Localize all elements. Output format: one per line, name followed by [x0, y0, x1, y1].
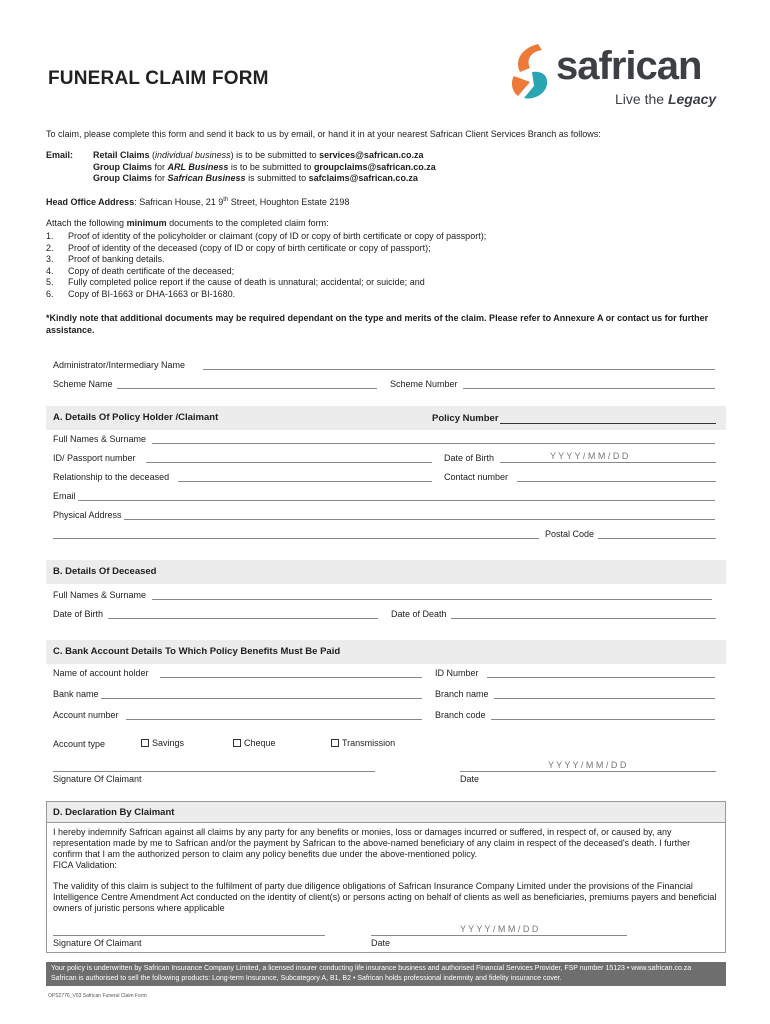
section-a-header: A. Details Of Policy Holder /Claimant — [46, 406, 726, 430]
page-title: FUNERAL CLAIM FORM — [48, 68, 269, 89]
section-b-header: B. Details Of Deceased — [46, 560, 726, 584]
bank-name-label: Bank name — [53, 689, 99, 699]
physical-address-field[interactable] — [124, 519, 715, 520]
signature-label: Signature Of Claimant — [53, 774, 142, 784]
list-item: 1. Proof of identity of the policyholder or claimant (copy of ID or copy of birth certificate or copy of passport); — [46, 231, 487, 241]
list-item: 6. Copy of BI-1663 or DHA-1663 or BI-1680. — [46, 288, 236, 299]
claim-date-field[interactable] — [460, 771, 716, 772]
declaration-date-label: Date — [371, 938, 391, 948]
policy-number-label: Policy Number — [432, 413, 499, 424]
email-lines: Retail Claims (individual business) is to be submitted to services@safrican.co.za Group Claims for ARL Business is to be submitted to groupclaims@safrican.co.za Group Claims for Safrican Business is submitted to safclaims@safrican.co.za — [93, 150, 436, 183]
safrican-logo — [508, 40, 728, 115]
fica-text: The validity of this claim is subject to the fulfilment of party due diligence obligations of Safrican Insurance Company Limited under the provisions of the Financial Intelligence Centre Amendment Act conducted on the identity of client(s) or persons acting on behalf of clients as well as beneficiaries, premiums payers and beneficial owners of juristic persons where applicable — [53, 881, 717, 913]
footer-bar — [46, 962, 726, 986]
deceased-dod-label: Date of Death — [391, 609, 447, 619]
id-number-label: ID Number — [435, 668, 479, 678]
footer-line-2: Safrican is authorised to sell the following products: Long-term Insurance, Subcategory A, B1, B2 • Safrican holds professional indemnity and fidelity insurance cover. — [51, 975, 562, 982]
savings-checkbox[interactable] — [141, 739, 149, 747]
email-label: Email: — [46, 150, 74, 160]
fica-label: FICA Validation: — [53, 860, 117, 870]
transmission-option[interactable]: Transmission — [331, 738, 395, 748]
intermediary-label: Administrator/Intermediary Name — [53, 360, 186, 370]
declaration-signature-label: Signature Of Claimant — [53, 938, 142, 948]
branch-code-field[interactable] — [491, 719, 715, 720]
intro-text: To claim, please complete this form and send it back to us by email, or hand it in at your nearest Safrican Client Services Branch as follows: — [46, 129, 601, 139]
transmission-checkbox[interactable] — [331, 739, 339, 747]
declaration-text: I hereby indemnify Safrican against all claims by any party for any benefits or monies, loss or damages incurred or suffered, in respect of, or caused by, any representation made by me to Safrican and/or the payment by Safrican to the above-named beneficiary of any claim in respect of the deceased's death. I further confirm that I am the authorized person to claim any policy benefits due under the above-mentioned policy. — [53, 827, 691, 859]
contact-label: Contact number — [444, 472, 509, 482]
full-names-label: Full Names & Surname — [53, 434, 147, 444]
contact-field[interactable] — [517, 481, 716, 482]
scheme-name-field[interactable] — [117, 388, 377, 389]
dob-field[interactable] — [500, 462, 716, 463]
document-list — [46, 231, 706, 300]
logo-wordmark: safrican — [556, 44, 702, 88]
form-code: OPS2776_V03 Safrican Funeral Claim Form — [48, 993, 147, 999]
logo-tagline: Live the Legacy — [615, 91, 717, 107]
policy-number-field[interactable] — [500, 423, 716, 424]
deceased-names-label: Full Names & Surname — [53, 590, 147, 600]
cheque-checkbox[interactable] — [233, 739, 241, 747]
email-field[interactable] — [78, 500, 715, 501]
branch-name-field[interactable] — [494, 698, 715, 699]
signature-field[interactable] — [53, 771, 375, 772]
branch-name-label: Branch name — [435, 689, 489, 699]
physical-address-label: Physical Address — [53, 510, 122, 520]
email-field-label: Email — [53, 491, 76, 501]
account-holder-label: Name of account holder — [53, 668, 149, 678]
footer-line-1: Your policy is underwritten by Safrican Insurance Company Limited, a licensed insurer conducting life insurance business and authorised Financial Services Provider, FSP number 15123 • www.safrican.co.za — [51, 965, 692, 972]
declaration-date-format: Y Y Y Y / M M / D D — [460, 924, 539, 934]
scheme-number-field[interactable] — [463, 388, 715, 389]
section-d-header: D. Declaration By Claimant — [47, 802, 725, 823]
relationship-label: Relationship to the deceased — [53, 472, 170, 482]
account-type-label: Account type — [53, 739, 106, 749]
claim-date-label: Date — [460, 774, 480, 784]
dob-format: Y Y Y Y / M M / D D — [550, 451, 629, 461]
list-item: 2. Proof of identity of the deceased (copy of ID or copy of birth certificate or copy of passport); — [46, 242, 431, 253]
deceased-dod-field[interactable] — [451, 618, 716, 619]
postal-code-field[interactable] — [598, 538, 716, 539]
list-item: 5. Fully completed police report if the cause of death is unnatural; accidental; or suicide; and — [46, 277, 425, 287]
dob-label: Date of Birth — [444, 453, 495, 463]
relationship-field[interactable] — [178, 481, 432, 482]
account-number-label: Account number — [53, 710, 119, 720]
section-c-header: C. Bank Account Details To Which Policy Benefits Must Be Paid — [46, 640, 726, 664]
note-text: *Kindly note that additional documents may be required dependant on the type and merits of the claim. Please refer to Annexure A or contact us for further assistance. — [46, 313, 709, 335]
bank-name-field[interactable] — [101, 698, 422, 699]
list-item: 4. Copy of death certificate of the deceased; — [46, 265, 235, 276]
cheque-option[interactable]: Cheque — [233, 738, 276, 748]
id-passport-field[interactable] — [146, 462, 432, 463]
claim-date-format: Y Y Y Y / M M / D D — [548, 760, 627, 770]
id-passport-label: ID/ Passport number — [53, 453, 136, 463]
head-office-address: Head Office Address: Safrican House, 21 9th Street, Houghton Estate 2198 — [46, 197, 350, 207]
declaration-box — [46, 801, 726, 953]
deceased-dob-label: Date of Birth — [53, 609, 104, 619]
deceased-dob-field[interactable] — [108, 618, 378, 619]
account-holder-field[interactable] — [160, 677, 422, 678]
physical-address-field-2[interactable] — [53, 538, 539, 539]
deceased-names-field[interactable] — [152, 599, 712, 600]
declaration-date-field[interactable] — [371, 935, 627, 936]
declaration-signature-field[interactable] — [53, 935, 325, 936]
list-item: 3. Proof of banking details. — [46, 254, 165, 264]
savings-option[interactable]: Savings — [141, 738, 184, 748]
logo-mark-icon — [508, 42, 554, 102]
scheme-number-label: Scheme Number — [390, 379, 458, 389]
id-number-field[interactable] — [487, 677, 715, 678]
attach-intro: Attach the following minimum documents to the completed claim form: — [46, 218, 329, 228]
scheme-name-label: Scheme Name — [53, 379, 113, 389]
account-number-field[interactable] — [126, 719, 422, 720]
intermediary-field[interactable] — [203, 369, 715, 370]
full-names-field[interactable] — [152, 443, 715, 444]
postal-code-label: Postal Code — [545, 529, 595, 539]
branch-code-label: Branch code — [435, 710, 486, 720]
